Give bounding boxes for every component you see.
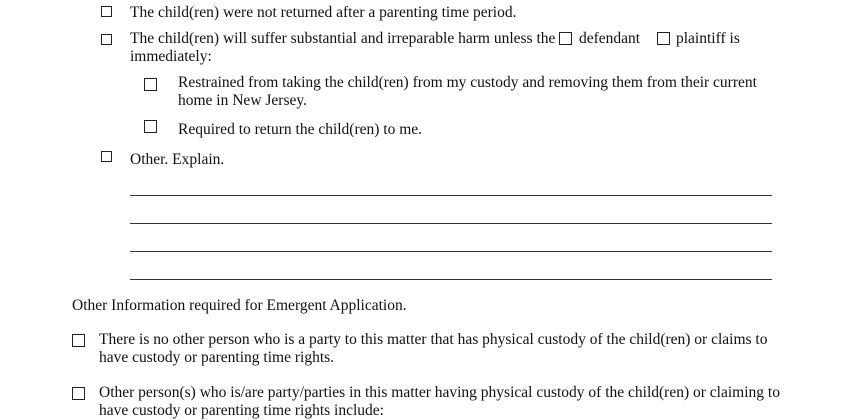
required-return-label: Required to return the child(ren) to me. xyxy=(178,121,423,138)
harm-label-line2: immediately: xyxy=(130,48,212,65)
not-returned-label: The child(ren) were not returned after a parenting time period. xyxy=(130,4,517,21)
other-persons-line2: have custody or parenting time rights include: xyxy=(99,402,384,419)
no-other-person-line2: have custody or parenting time rights. xyxy=(99,349,335,366)
plaintiff-label: plaintiff is xyxy=(676,30,740,47)
other-persons-line1: Other person(s) who is/are party/parties in this matter having physical custody of the child(ren) or claiming to xyxy=(99,384,780,401)
harm-label-line1: The child(ren) will suffer substantial and irreparable harm unless the xyxy=(130,30,556,47)
explain-line-1[interactable] xyxy=(130,195,772,196)
plaintiff-checkbox[interactable] xyxy=(657,32,670,45)
other-explain-checkbox[interactable] xyxy=(101,151,112,162)
restrained-checkbox[interactable] xyxy=(144,78,157,91)
other-explain-label: Other. Explain. xyxy=(130,151,225,168)
other-info-heading: Other Information required for Emergent Application. xyxy=(72,297,407,314)
other-persons-checkbox[interactable] xyxy=(72,387,85,400)
defendant-checkbox[interactable] xyxy=(559,32,572,45)
defendant-label: defendant xyxy=(579,30,641,47)
restrained-label-line1: Restrained from taking the child(ren) from my custody and removing them from their current xyxy=(178,74,757,91)
not-returned-checkbox[interactable] xyxy=(101,6,112,17)
required-return-checkbox[interactable] xyxy=(144,120,157,133)
restrained-label-line2: home in New Jersey. xyxy=(178,92,307,109)
explain-line-3[interactable] xyxy=(130,251,772,252)
explain-line-2[interactable] xyxy=(130,223,772,224)
no-other-person-line1: There is no other person who is a party to this matter that has physical custody of the child(ren) or claims to xyxy=(99,331,768,348)
no-other-person-checkbox[interactable] xyxy=(72,334,85,347)
explain-line-4[interactable] xyxy=(130,279,772,280)
harm-checkbox[interactable] xyxy=(101,34,112,45)
